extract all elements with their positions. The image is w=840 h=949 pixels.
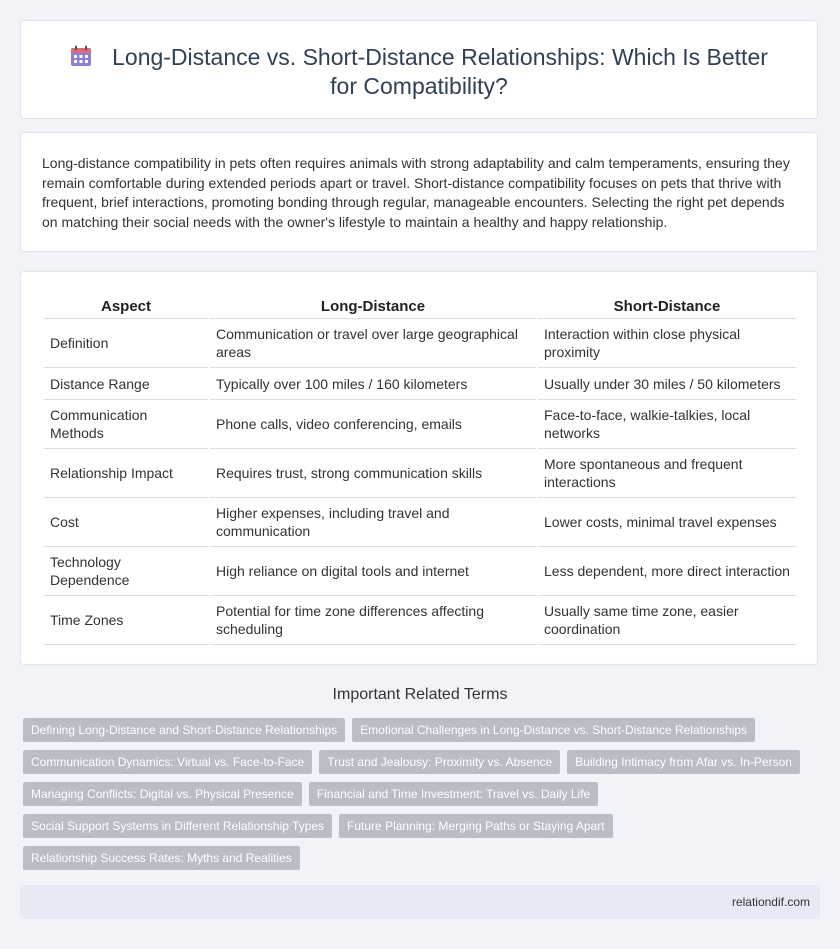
related-term-tag[interactable]: Building Intimacy from Afar vs. In-Person (567, 750, 800, 774)
cell-long-distance: Typically over 100 miles / 160 kilometers (210, 368, 536, 400)
table-header-row (44, 296, 796, 319)
related-term-tag[interactable]: Future Planning: Merging Paths or Staying Apart (339, 814, 612, 838)
header-aspect: Aspect (44, 296, 208, 319)
footer (20, 885, 820, 919)
table-row (44, 368, 796, 400)
cell-long-distance: Requires trust, strong communication skills (210, 449, 536, 498)
cell-aspect: Communication Methods (44, 400, 208, 449)
related-term-tag[interactable]: Trust and Jealousy: Proximity vs. Absence (319, 750, 560, 774)
related-terms-heading: Important Related Terms (332, 686, 508, 703)
title-card (20, 20, 818, 119)
cell-short-distance: Face-to-face, walkie-talkies, local networks (538, 400, 796, 449)
cell-long-distance: Higher expenses, including travel and communication (210, 498, 536, 547)
related-term-tag[interactable]: Defining Long-Distance and Short-Distance Relationships (23, 718, 345, 742)
related-term-tag[interactable]: Managing Conflicts: Digital vs. Physical Presence (23, 782, 302, 806)
table-row (44, 596, 796, 645)
cell-long-distance: Communication or travel over large geographical areas (210, 319, 536, 368)
related-term-tag[interactable]: Social Support Systems in Different Relationship Types (23, 814, 332, 838)
related-terms-list (23, 718, 813, 870)
cell-aspect: Technology Dependence (44, 547, 208, 596)
header-short-distance: Short-Distance (538, 296, 796, 319)
cell-short-distance: Interaction within close physical proximity (538, 319, 796, 368)
intro-card (20, 132, 818, 252)
related-term-tag[interactable]: Relationship Success Rates: Myths and Realities (23, 846, 300, 870)
comparison-table-card (20, 271, 818, 665)
table-row (44, 547, 796, 596)
cell-short-distance: Lower costs, minimal travel expenses (538, 498, 796, 547)
header-long-distance: Long-Distance (210, 296, 536, 319)
related-term-tag[interactable]: Emotional Challenges in Long-Distance vs. Short-Distance Relationships (352, 718, 755, 742)
cell-aspect: Distance Range (44, 368, 208, 400)
footer-site-link[interactable]: relationdif.com (731, 895, 810, 909)
page-title: Long-Distance vs. Short-Distance Relationships: Which Is Better for Compatibility? (112, 44, 768, 99)
comparison-table (42, 296, 798, 645)
related-term-tag[interactable]: Communication Dynamics: Virtual vs. Face-to-Face (23, 750, 312, 774)
cell-aspect: Cost (44, 498, 208, 547)
table-row (44, 449, 796, 498)
cell-short-distance: More spontaneous and frequent interactions (538, 449, 796, 498)
cell-long-distance: Potential for time zone differences affecting scheduling (210, 596, 536, 645)
table-row (44, 400, 796, 449)
related-term-tag[interactable]: Financial and Time Investment: Travel vs. Daily Life (309, 782, 598, 806)
table-row (44, 498, 796, 547)
cell-short-distance: Less dependent, more direct interaction (538, 547, 796, 596)
cell-aspect: Definition (44, 319, 208, 368)
calendar-icon (70, 45, 92, 67)
cell-aspect: Relationship Impact (44, 449, 208, 498)
page-title-wrap (61, 43, 777, 101)
cell-long-distance: Phone calls, video conferencing, emails (210, 400, 536, 449)
cell-short-distance: Usually same time zone, easier coordination (538, 596, 796, 645)
table-row (44, 319, 796, 368)
cell-aspect: Time Zones (44, 596, 208, 645)
cell-long-distance: High reliance on digital tools and internet (210, 547, 536, 596)
cell-short-distance: Usually under 30 miles / 50 kilometers (538, 368, 796, 400)
intro-paragraph: Long-distance compatibility in pets often requires animals with strong adaptability and calm temperaments, ensuring they remain comfortable during extended periods apart or travel. Short-distance compatibility focuses on pets that thrive with frequent, brief interactions, promoting bonding through regular, manageable encounters. Selecting the right pet depends on matching their social needs with the owner's lifestyle to maintain a healthy and happy relationship. (42, 155, 790, 230)
